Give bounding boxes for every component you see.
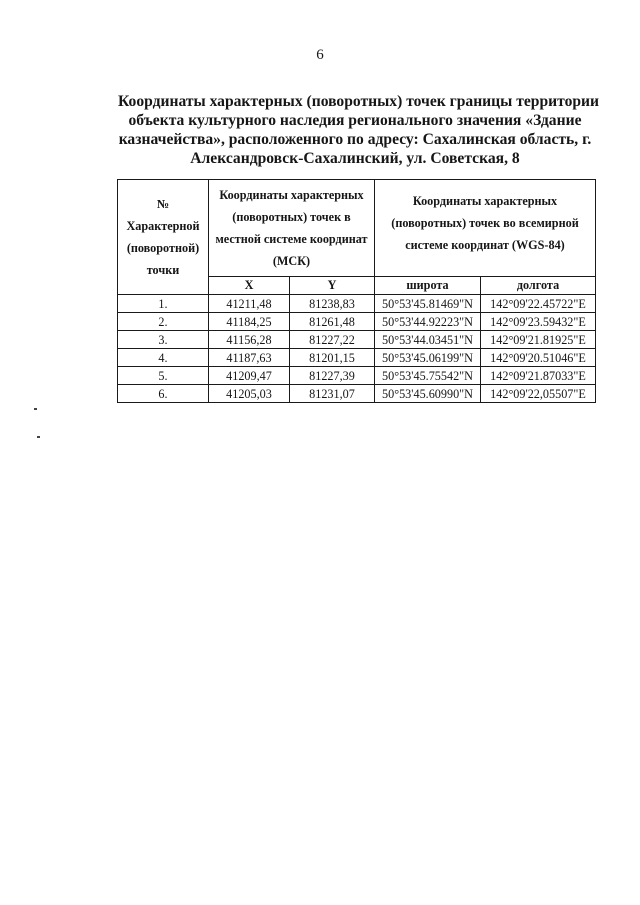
title-line: казначейства», расположенного по адресу: Сахалинская область, г. [118, 131, 592, 148]
title-line: Александровск-Сахалинский, ул. Советская, 8 [190, 150, 520, 167]
header-x: X [209, 277, 290, 295]
y-value: 81238,83 [290, 295, 375, 313]
scan-speck [34, 408, 37, 410]
scan-speck [37, 436, 40, 438]
title-line: объекта культурного наследия регионального значения «Здание [128, 112, 582, 129]
header-longitude: долгота [481, 277, 596, 295]
table-row [118, 385, 596, 403]
point-number: 1. [118, 295, 209, 313]
coordinates-table [117, 179, 596, 403]
y-value: 81231,07 [290, 385, 375, 403]
latitude-value: 50°53'45.81469"N [375, 295, 481, 313]
title-line: Координаты характерных (поворотных) точек границы территории [118, 93, 600, 110]
longitude-value: 142°09'22.45722"E [481, 295, 596, 313]
latitude-value: 50°53'45.75542"N [375, 367, 481, 385]
x-value: 41205,03 [209, 385, 290, 403]
header-latitude: широта [375, 277, 481, 295]
longitude-value: 142°09'21.81925"E [481, 331, 596, 349]
latitude-value: 50°53'45.60990"N [375, 385, 481, 403]
point-number: 3. [118, 331, 209, 349]
header-local-coordinates: Координаты характерных (поворотных) точек в местной системе координат (МСК) [209, 180, 375, 277]
header-y: Y [290, 277, 375, 295]
x-value: 41187,63 [209, 349, 290, 367]
y-value: 81201,15 [290, 349, 375, 367]
document-title [118, 92, 600, 168]
longitude-value: 142°09'21.87033"E [481, 367, 596, 385]
table-row [118, 295, 596, 313]
y-value: 81261,48 [290, 313, 375, 331]
point-number: 4. [118, 349, 209, 367]
y-value: 81227,39 [290, 367, 375, 385]
longitude-value: 142°09'20.51046"E [481, 349, 596, 367]
longitude-value: 142°09'23.59432"E [481, 313, 596, 331]
point-number: 2. [118, 313, 209, 331]
y-value: 81227,22 [290, 331, 375, 349]
table-row [118, 367, 596, 385]
x-value: 41184,25 [209, 313, 290, 331]
header-wgs-coordinates: Координаты характерных (поворотных) точек во всемирной системе координат (WGS-84) [375, 180, 596, 277]
table-row [118, 313, 596, 331]
x-value: 41156,28 [209, 331, 290, 349]
longitude-value: 142°09'22,05507"E [481, 385, 596, 403]
point-number: 5. [118, 367, 209, 385]
x-value: 41209,47 [209, 367, 290, 385]
point-number: 6. [118, 385, 209, 403]
table-row [118, 349, 596, 367]
header-point-number: № Характерной (поворотной) точки [118, 180, 209, 295]
latitude-value: 50°53'44.03451"N [375, 331, 481, 349]
latitude-value: 50°53'45.06199"N [375, 349, 481, 367]
page-number: 6 [316, 47, 324, 63]
latitude-value: 50°53'44.92223"N [375, 313, 481, 331]
table-row [118, 331, 596, 349]
x-value: 41211,48 [209, 295, 290, 313]
